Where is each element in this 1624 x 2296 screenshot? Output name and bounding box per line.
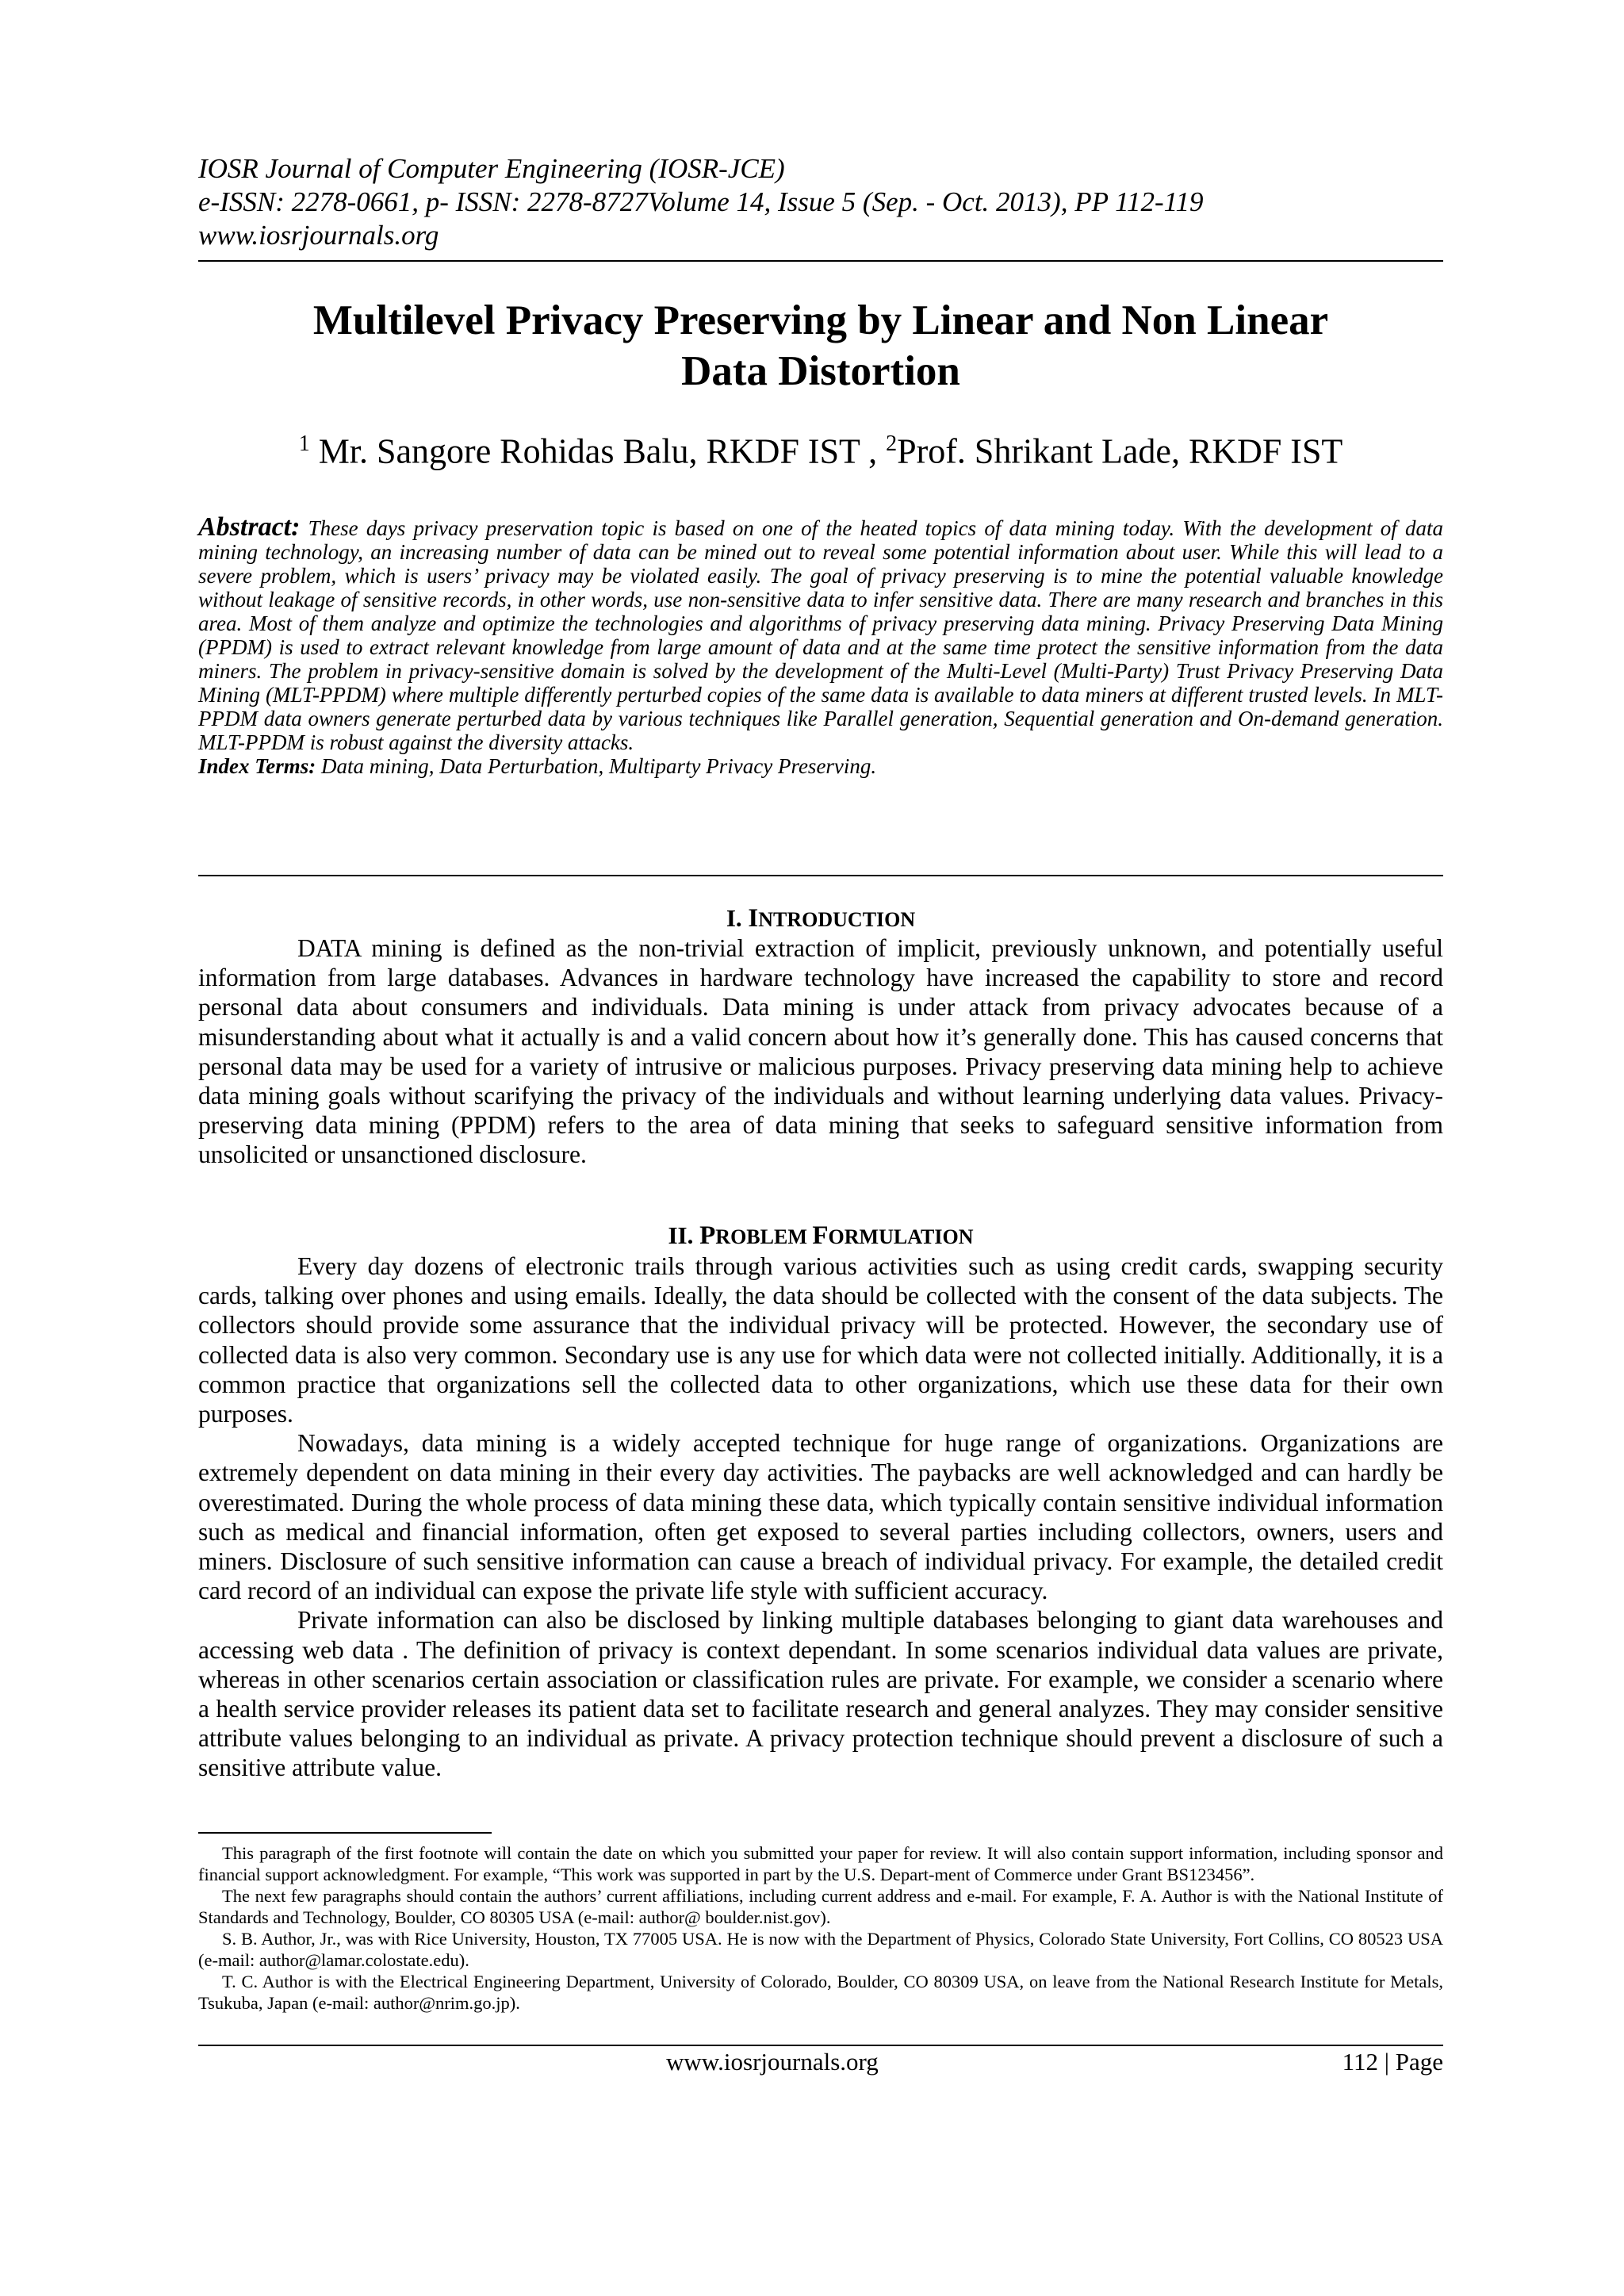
abstract [198,512,1443,778]
header-divider [198,260,1443,262]
section-heading-introduction [198,904,1443,934]
heading-rest: NTRODUCTION [758,908,916,931]
journal-header [198,152,1443,252]
footnote: S. B. Author, Jr., was with Rice University, Houston, TX 77005 USA. He is now with the Department of Physics, Colorado State University, Fort Collins, CO 80523 USA (e-mail: author@lamar.colostate.edu). [198,1929,1443,1970]
journal-website[interactable]: www.iosrjournals.org [198,220,439,251]
heading-initial: I [748,904,759,933]
heading-initial: P [699,1221,716,1250]
page-number: 112 | Page [1342,2048,1443,2076]
title-line-2: Data Distortion [681,348,960,394]
author1-mark: 1 [298,431,310,456]
index-terms-label: Index Terms: [198,754,316,778]
abstract-divider [198,875,1443,876]
author1: Mr. Sangore Rohidas Balu, RKDF IST , [309,431,887,471]
footer-divider [198,2045,1443,2046]
paragraph: Every day dozens of electronic trails through various activities such as using credit cards, swapping security cards, talking over phones and using emails. Ideally, the data should be collected with the consent of the data subjects. The collectors should provide some assurance that the individual privacy will be protected. However, the secondary use of collected data is also very common. Secondary use is any use for which data were not collected initially. Additionally, it is a common practice that organizations sell the collected data to other organizations, which use these data for their own purposes. [198,1252,1443,1428]
footnote: The next few paragraphs should contain the authors’ current affiliations, including current address and e-mail. For example, F. A. Author is with the National Institute of Standards and Technology, Boulder, CO 80305 USA (e-mail: author@ boulder.nist.gov). [198,1886,1443,1927]
journal-name: IOSR Journal of Computer Engineering (IOSR-JCE) [198,153,785,184]
heading-rest: ROBLEM [715,1225,813,1248]
footnote-divider [198,1832,492,1834]
introduction-body [198,933,1443,1170]
section-heading-problem-formulation [198,1221,1443,1251]
footer-website[interactable]: www.iosrjournals.org [666,2048,879,2076]
issn-line: e-ISSN: 2278-0661, p- ISSN: 2278-8727Volume 14, Issue 5 (Sep. - Oct. 2013), PP 112-119 [198,186,1204,217]
author2-mark: 2 [886,431,898,456]
abstract-text: These days privacy preservation topic is based on one of the heated topics of data mining today. With the development of data mining technology, an increasing number of data can be mined out to reveal some potential information about user. While this will lead to a severe problem, which is users’ privacy may be violated easily. The goal of privacy preserving is to mine the potential valuable knowledge without leakage of sensitive records, in other words, use non-sensitive data to infer sensitive data. There are many research and branches in this area. Most of them analyze and optimize the technologies and algorithms of privacy preserving data mining. Privacy Preserving Data Mining (PPDM) is used to extract relevant knowledge from large amount of data and at the same time protect the sensitive information from the data miners. The problem in privacy-sensitive domain is solved by the development of the Multi-Level (Multi-Party) Trust Privacy Preserving Data Mining (MLT-PPDM) where multiple differently perturbed copies of the same data is available to data miners at different trusted levels. In MLT-PPDM data owners generate perturbed data by various techniques like Parallel generation, Sequential generation and On-demand generation. MLT-PPDM is robust against the diversity attacks. [198,516,1443,754]
section-number: I. [726,904,742,932]
footnotes [198,1842,1443,2014]
problem-formulation-body [198,1251,1443,1783]
footnote: T. C. Author is with the Electrical Engineering Department, University of Colorado, Boulder, CO 80309 USA, on leave from the National Research Institute for Metals, Tsukuba, Japan (e-mail: author@nrim.go.jp). [198,1972,1443,2013]
section-number: II. [668,1221,694,1249]
index-terms-text: Data mining, Data Perturbation, Multiparty Privacy Preserving. [316,754,877,778]
author2: Prof. Shrikant Lade, RKDF IST [897,431,1343,471]
abstract-label: Abstract: [198,512,301,542]
title-line-1: Multilevel Privacy Preserving by Linear and Non Linear [312,297,1329,343]
paper-title [198,295,1443,397]
heading-initial: F [812,1221,829,1250]
author-line [198,422,1443,474]
paragraph: DATA mining is defined as the non-trivial extraction of implicit, previously unknown, and potentially useful information from large databases. Advances in hardware technology have increased the capability to store and record personal data about consumers and individuals. Data mining is under attack from privacy advocates because of a misunderstanding about what it actually is and a valid concern about how it’s generally done. This has caused concerns that personal data may be used for a variety of intrusive or malicious purposes. Privacy preserving data mining help to achieve data mining goals without scarifying the privacy of the individuals and without learning underlying data values. Privacy-preserving data mining (PPDM) refers to the area of data mining that seeks to safeguard sensitive information from unsolicited or unsanctioned disclosure. [198,934,1443,1169]
paragraph: Nowadays, data mining is a widely accepted technique for huge range of organizations. Organizations are extremely dependent on data mining in their every day activities. The paybacks are well acknowledged and can hardly be overestimated. During the whole process of data mining these data, which typically contain sensitive individual information such as medical and financial information, often get exposed to several parties including collectors, owners, users and miners. Disclosure of such sensitive information can cause a breach of individual privacy. For example, the detailed credit card record of an individual can expose the private life style with sufficient accuracy. [198,1429,1443,1605]
heading-rest: ORMULATION [828,1225,974,1248]
footnote: This paragraph of the first footnote will contain the date on which you submitted your paper for review. It will also contain support information, including sponsor and financial support acknowledgment. For example, “This work was supported in part by the U.S. Depart-ment of Commerce under Grant BS123456”. [198,1843,1443,1884]
paragraph: Private information can also be disclosed by linking multiple databases belonging to giant data warehouses and accessing web data . The definition of privacy is context dependant. In some scenarios individual data values are private, whereas in other scenarios certain association or classification rules are private. For example, we consider a scenario where a health service provider releases its patient data set to facilitate research and general analyzes. They may consider sensitive attribute values belonging to an individual as private. A privacy protection technique should prevent a disclosure of such a sensitive attribute value. [198,1606,1443,1782]
